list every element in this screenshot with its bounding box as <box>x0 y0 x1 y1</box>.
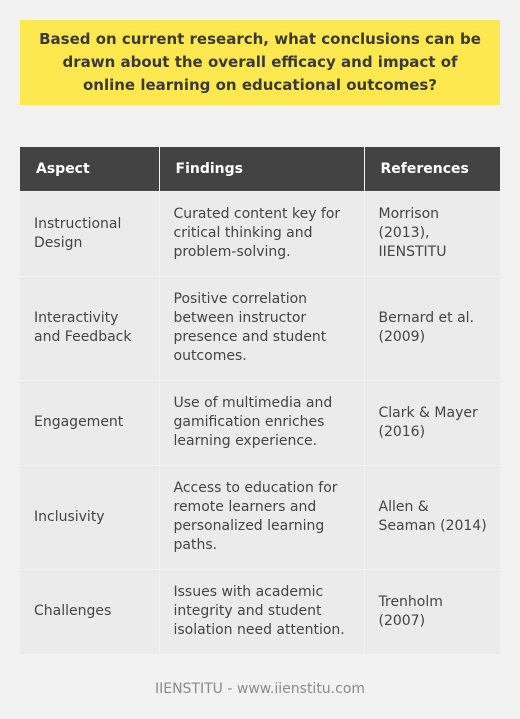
question-box <box>20 20 500 105</box>
references-cell: Trenholm (2007) <box>364 569 500 654</box>
findings-cell: Issues with academic integrity and student isolation need attention. <box>159 569 364 654</box>
references-cell: Allen & Seaman (2014) <box>364 465 500 569</box>
table-row <box>20 569 500 654</box>
findings-table-container <box>20 147 500 654</box>
findings-cell: Positive correlation between instructor presence and student outcomes. <box>159 276 364 380</box>
references-cell: Bernard et al. (2009) <box>364 276 500 380</box>
references-cell: Morrison (2013), IIENSTITU <box>364 191 500 276</box>
table-row <box>20 465 500 569</box>
aspect-cell: Instructional Design <box>20 191 159 276</box>
findings-cell: Curated content key for critical thinking and problem-solving. <box>159 191 364 276</box>
table-header <box>20 147 500 191</box>
aspect-cell: Interactivity and Feedback <box>20 276 159 380</box>
aspect-cell: Engagement <box>20 380 159 465</box>
question-text: Based on current research, what conclusions can be drawn about the overall efficacy and impact of online learning on educational outcomes? <box>39 30 481 94</box>
header-aspect: Aspect <box>20 147 159 191</box>
footer-credit: IIENSTITU - www.iienstitu.com <box>154 681 366 697</box>
table-row <box>20 191 500 276</box>
table-body <box>20 191 500 654</box>
table-row <box>20 276 500 380</box>
findings-cell: Use of multimedia and gamification enriches learning experience. <box>159 380 364 465</box>
table-row <box>20 380 500 465</box>
references-cell: Clark & Mayer (2016) <box>364 380 500 465</box>
header-row <box>20 147 500 191</box>
header-references: References <box>380 160 469 177</box>
aspect-cell: Inclusivity <box>20 465 159 569</box>
findings-cell: Access to education for remote learners and personalized learning paths. <box>159 465 364 569</box>
header-findings: Findings <box>159 147 364 191</box>
findings-table <box>20 147 500 654</box>
aspect-cell: Challenges <box>20 569 159 654</box>
